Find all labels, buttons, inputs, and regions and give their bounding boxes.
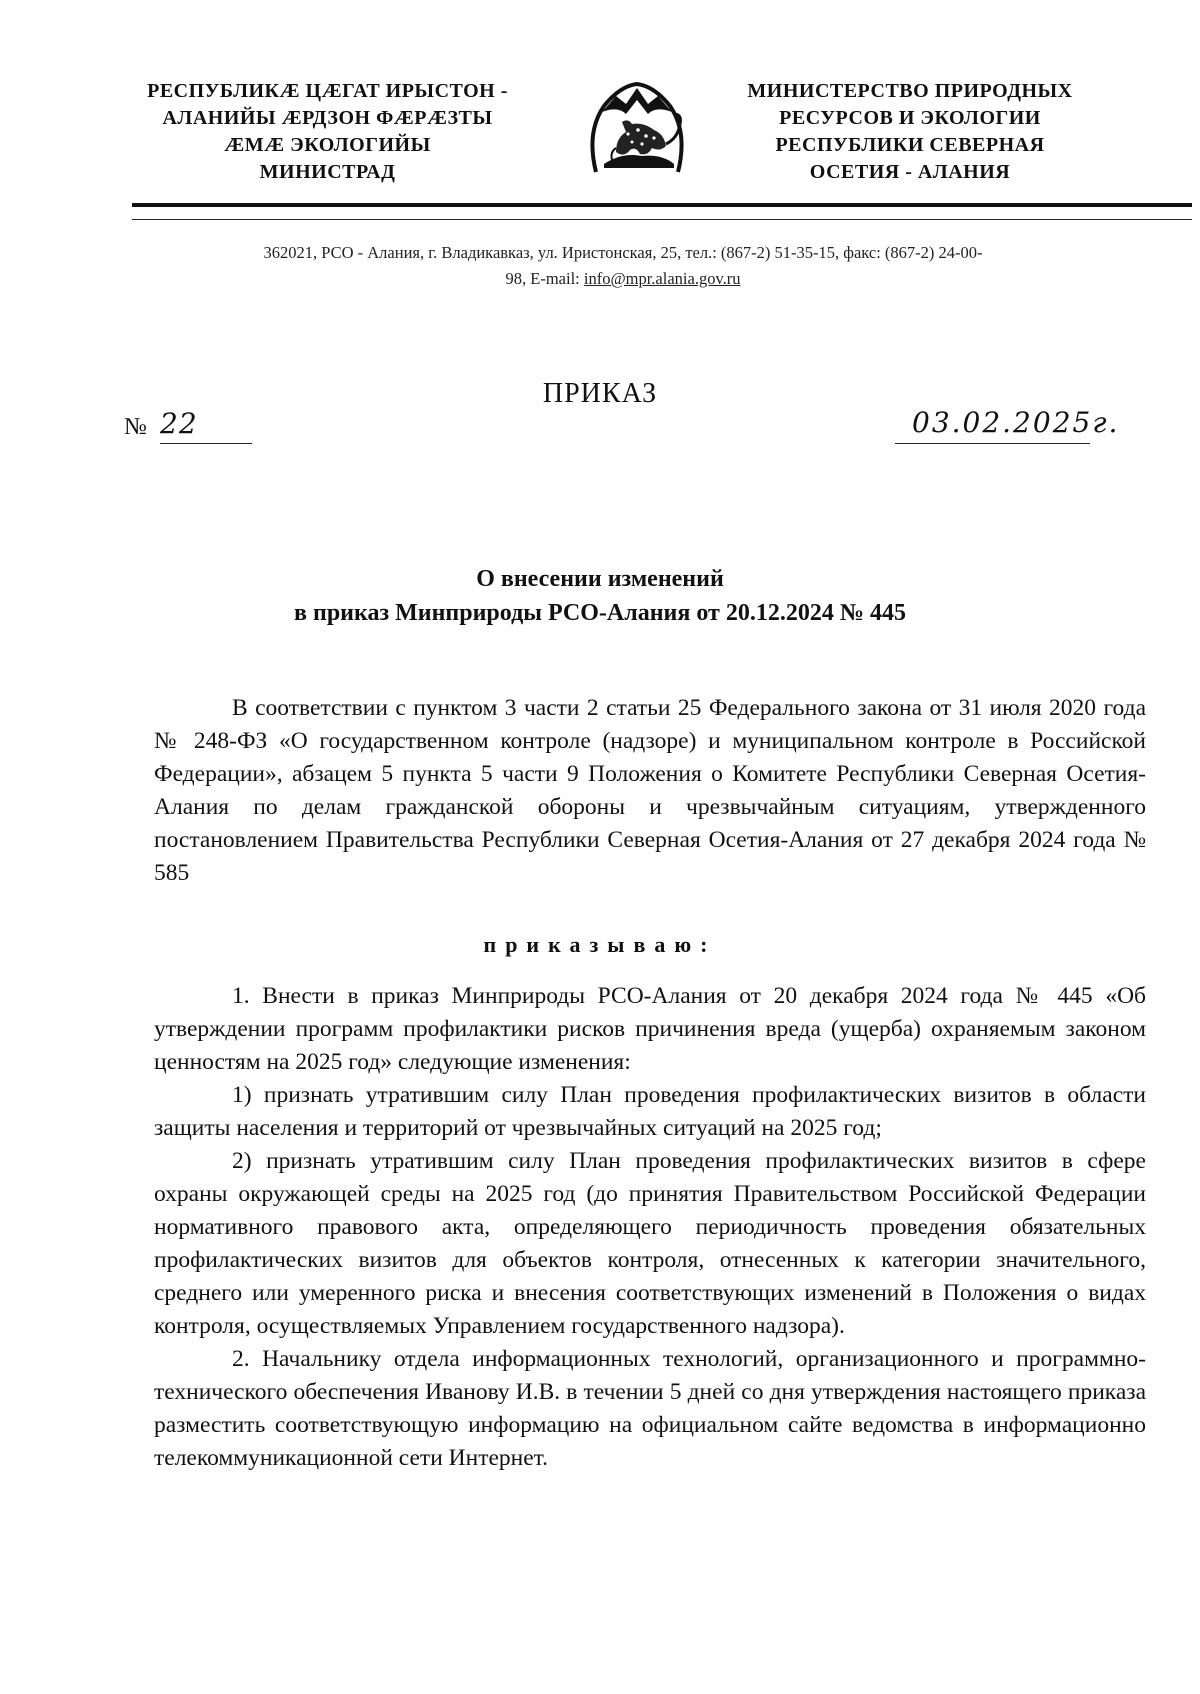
order-item-1-subitem-1: 1) признать утратившим силу План проведения профилактических визитов в области защиты населения и территорий от чрезвычайных ситуаций на 2025 год; [154, 1082, 1146, 1141]
header-left-line-4: МИНИСТРАД [259, 161, 396, 183]
document-number-label: № [124, 414, 147, 440]
header-right-line-4: ОСЕТИЯ - АЛАНИЯ [809, 161, 1011, 183]
ministry-address [118, 240, 1128, 292]
header-divider-thick [132, 203, 1192, 207]
document-date-underline [895, 443, 1090, 444]
header-right-line-1: МИНИСТЕРСТВО ПРИРОДНЫХ [747, 80, 1073, 102]
email-link[interactable]: info@mpr.alania.gov.ru [583, 269, 741, 288]
address-line-2-prefix: 98, E-mail: [505, 269, 584, 288]
document-title [0, 562, 1200, 630]
header-right-line-2: РЕСУРСОВ И ЭКОЛОГИИ [779, 107, 1041, 129]
document-title-line-2: в приказ Минприроды РСО-Алания от 20.12.2024 № 445 [294, 600, 906, 626]
header-right-line-3: РЕСПУБЛИКИ СЕВЕРНАЯ [775, 134, 1045, 156]
document-date-handwritten: 03.02.2025г. [912, 406, 1120, 439]
header-russian-name [740, 78, 1080, 186]
document-type-heading: ПРИКАЗ [542, 378, 658, 409]
header-left-line-1: РЕСПУБЛИКÆ ЦÆГАТ ИРЫСТОН - [147, 80, 508, 102]
header-left-line-3: ÆМÆ ЭКОЛОГИЙЫ [224, 134, 431, 156]
document-number-underline [160, 443, 252, 444]
preamble [154, 692, 1146, 890]
alania-snow-leopard-emblem-icon [582, 68, 692, 186]
document-number-handwritten: 22 [160, 407, 198, 440]
document-title-line-1: О внесении изменений [476, 566, 724, 592]
order-item-1: 1. Внести в приказ Минприроды РСО-Алания от 20 декабря 2024 года № 445 «Об утверждении программ профилактики рисков причинения вреда (ущерба) охраняемым законом ценностям на 2025 год» следующие изменения: [154, 983, 1146, 1075]
order-items [154, 980, 1146, 1475]
address-line-1: 362021, РСО - Алания, г. Владикавказ, ул. Иристонская, 25, тел.: (867-2) 51-35-15, факс: (867-2) 24-00- [263, 243, 983, 262]
order-word: приказываю: [483, 932, 717, 957]
header-left-line-2: АЛАНИЙЫ ÆРДЗОН ФÆРÆЗТЫ [162, 107, 493, 129]
header-ossetian-name [120, 78, 535, 186]
header-divider-thin [132, 219, 1192, 220]
order-item-2: 2. Начальнику отдела информационных технологий, организационного и программно-технического обеспечения Иванову И.В. в течении 5 дней со дня утверждения настоящего приказа разместить соответствующую информацию на официальном сайте ведомства в информационно телекоммуникационной сети Интернет. [154, 1346, 1146, 1471]
preamble-paragraph: В соответствии с пунктом 3 части 2 статьи 25 Федерального закона от 31 июля 2020 года № 248-ФЗ «О государственном контроле (надзоре) и муниципальном контроле в Российской Федерации», абзацем 5 пункта 5 части 9 Положения о Комитете Республики Северная Осетия-Алания по делам гражданской обороны и чрезвычайным ситуациям, утвержденного постановлением Правительства Республики Северная Осетия-Алания от 27 декабря 2024 года № 585 [154, 695, 1146, 886]
order-item-1-subitem-2: 2) признать утратившим силу План проведения профилактических визитов в сфере охраны окружающей среды на 2025 год (до принятия Правительством Российской Федерации нормативного правового акта, определяющего периодичность проведения обязательных профилактических визитов для объектов контроля, отнесенных к категории значительного, среднего или умеренного риска и внесения соответствующих изменений в Положения о видах контроля, осуществляемых Управлением государственного надзора). [154, 1148, 1146, 1339]
